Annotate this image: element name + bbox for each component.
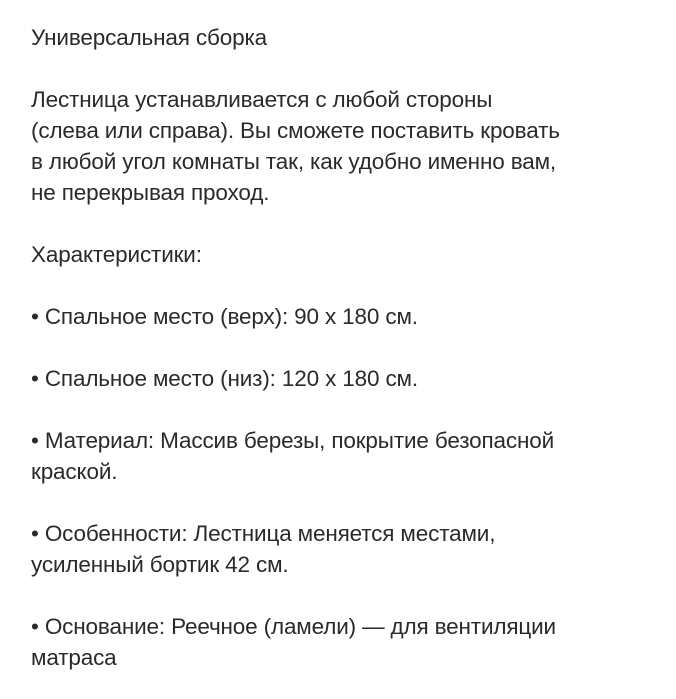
spec-line: краской.	[31, 459, 118, 484]
description-line: не перекрывая проход.	[31, 180, 270, 205]
title-text: Универсальная сборка	[31, 25, 268, 50]
spec-line: • Спальное место (верх): 90 x 180 см.	[31, 304, 418, 329]
spec-line: усиленный бортик 42 см.	[31, 552, 289, 577]
specs-heading	[31, 239, 661, 270]
description-paragraph	[31, 84, 661, 208]
description-line: (слева или справа). Вы сможете поставить кровать	[31, 118, 560, 143]
spec-line: • Особенности: Лестница меняется местами,	[31, 521, 496, 546]
spec-item-material	[31, 425, 661, 487]
spec-line: • Материал: Массив березы, покрытие безопасной	[31, 428, 555, 453]
spec-line: • Спальное место (низ): 120 x 180 см.	[31, 366, 418, 391]
spec-item-base	[31, 611, 661, 673]
spec-line: матраса	[31, 645, 117, 670]
description-line: в любой угол комнаты так, как удобно именно вам,	[31, 149, 557, 174]
specs-heading-text: Характеристики:	[31, 242, 202, 267]
spec-item-sleeping-top	[31, 301, 661, 332]
description-line: Лестница устанавливается с любой стороны	[31, 87, 493, 112]
spec-item-features	[31, 518, 661, 580]
section-title	[31, 22, 661, 53]
spec-line: • Основание: Реечное (ламели) — для вентиляции	[31, 614, 556, 639]
spec-item-sleeping-bottom	[31, 363, 661, 394]
product-description	[31, 22, 661, 673]
